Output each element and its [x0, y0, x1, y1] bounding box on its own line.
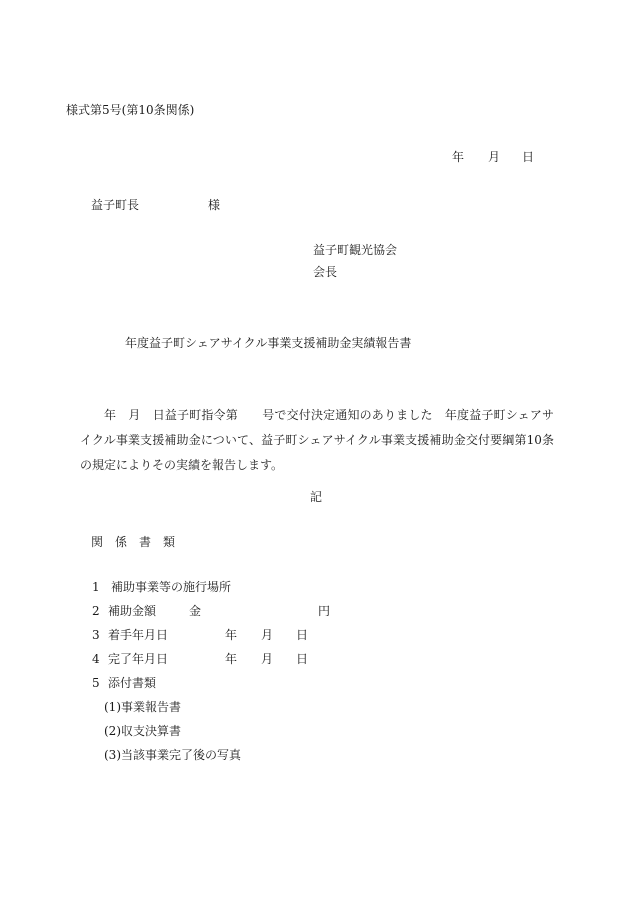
item-number: 2: [92, 604, 100, 618]
date-month: 月: [488, 150, 501, 164]
item-label: 添付書類: [108, 676, 157, 690]
start-day: 日: [296, 628, 309, 642]
attachment-item: (1)事業報告書: [104, 700, 181, 714]
amount-prefix: 金: [189, 604, 202, 618]
attachment-item: (2)収支決算書: [104, 724, 181, 738]
amount-suffix: 円: [318, 604, 331, 618]
sender-organization: 益子町観光協会: [313, 243, 398, 257]
item-number: 3: [92, 628, 100, 642]
date-year: 年: [452, 150, 465, 164]
item-label: 補助事業等の施行場所: [111, 580, 232, 594]
sender-title: 会長: [313, 265, 338, 279]
form-label: 様式第5号(第10条関係): [66, 103, 195, 117]
start-month: 月: [261, 628, 274, 642]
addressee-name: 益子町長: [91, 198, 140, 212]
date-day: 日: [522, 150, 535, 164]
attachment-item: (3)当該事業完了後の写真: [104, 748, 241, 762]
body-paragraph: 年 月 日益子町指令第 号で交付決定通知のありました 年度益子町シェアサイクル事業支援補助金について、益子町シェアサイクル事業支援補助金交付要綱第10条の規定によりその実績を報告します。: [80, 408, 554, 472]
section-heading: 関 係 書 類: [91, 535, 176, 549]
item-label: 着手年月日: [108, 628, 169, 642]
ki-heading: 記: [310, 490, 323, 504]
start-year: 年: [225, 628, 238, 642]
item-number: 5: [92, 676, 100, 690]
item-number: 1: [92, 580, 100, 594]
item-label: 完了年月日: [108, 652, 169, 666]
end-year: 年: [225, 652, 238, 666]
document-title: 年度益子町シェアサイクル事業支援補助金実績報告書: [125, 336, 412, 350]
item-label: 補助金額: [108, 604, 157, 618]
item-number: 4: [92, 652, 100, 666]
end-day: 日: [296, 652, 309, 666]
end-month: 月: [261, 652, 274, 666]
addressee-honorific: 様: [208, 198, 221, 212]
